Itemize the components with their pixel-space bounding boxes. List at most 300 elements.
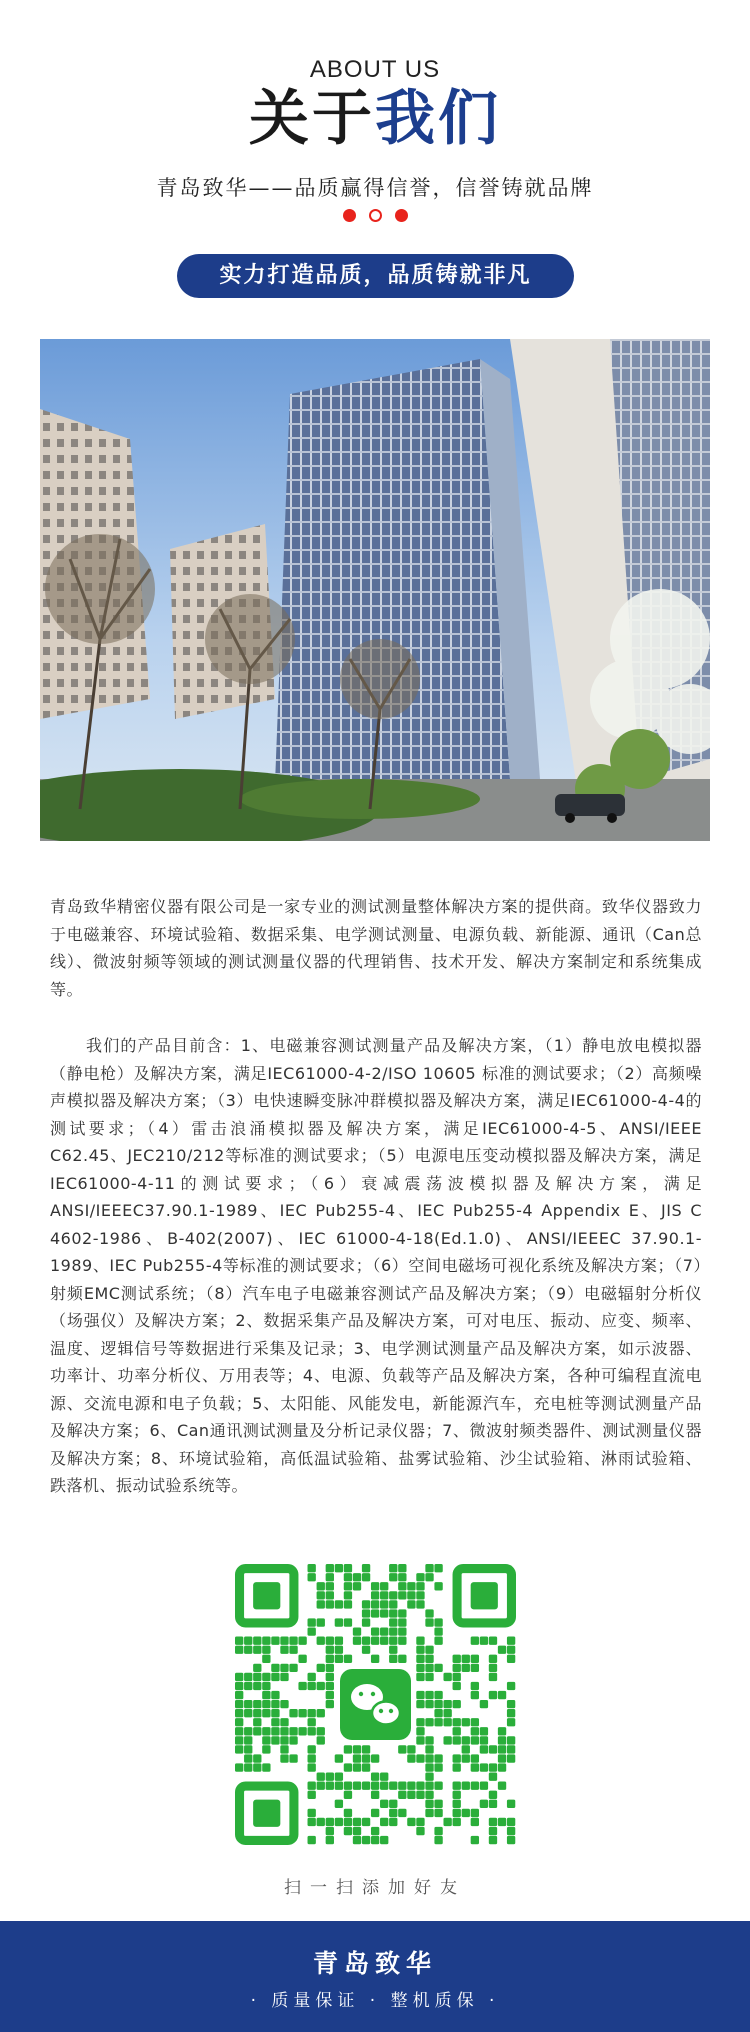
- qr-module: [308, 1836, 316, 1844]
- qr-module: [407, 1582, 415, 1590]
- qr-module: [253, 1709, 261, 1717]
- qr-module: [262, 1691, 270, 1699]
- qr-module: [389, 1618, 397, 1626]
- qr-module: [271, 1700, 279, 1708]
- qr-module: [326, 1827, 334, 1835]
- qr-module: [462, 1745, 470, 1753]
- qr-module: [389, 1809, 397, 1817]
- qr-module: [434, 1700, 442, 1708]
- qr-module: [425, 1573, 433, 1581]
- qr-module: [498, 1691, 506, 1699]
- page-title: [0, 86, 750, 152]
- qr-module: [298, 1655, 306, 1663]
- qr-module: [462, 1809, 470, 1817]
- qr-module: [443, 1736, 451, 1744]
- qr-module: [507, 1637, 515, 1645]
- qr-module: [398, 1791, 406, 1799]
- qr-module: [507, 1836, 515, 1844]
- qr-module: [344, 1573, 352, 1581]
- qr-module: [308, 1709, 316, 1717]
- qr-module: [489, 1664, 497, 1672]
- qr-module: [344, 1782, 352, 1790]
- qr-module: [471, 1664, 479, 1672]
- qr-module: [443, 1818, 451, 1826]
- qr-module: [262, 1637, 270, 1645]
- qr-module: [380, 1591, 388, 1599]
- qr-module: [389, 1818, 397, 1826]
- qr-module: [416, 1727, 424, 1735]
- qr-module: [507, 1827, 515, 1835]
- qr-module: [407, 1782, 415, 1790]
- qr-module: [398, 1809, 406, 1817]
- wechat-qr-code: [235, 1564, 516, 1845]
- qr-module: [317, 1591, 325, 1599]
- qr-module: [407, 1818, 415, 1826]
- qr-module: [353, 1782, 361, 1790]
- qr-module: [244, 1736, 252, 1744]
- qr-module: [244, 1727, 252, 1735]
- qr-module: [244, 1709, 252, 1717]
- qr-module: [480, 1800, 488, 1808]
- qr-module: [380, 1818, 388, 1826]
- qr-module: [425, 1618, 433, 1626]
- qr-module: [462, 1655, 470, 1663]
- qr-module: [308, 1754, 316, 1762]
- qr-module: [308, 1745, 316, 1753]
- qr-module: [453, 1800, 461, 1808]
- qr-finder-icon: [240, 1786, 294, 1840]
- qr-module: [353, 1573, 361, 1581]
- qr-module: [462, 1664, 470, 1672]
- qr-module: [425, 1782, 433, 1790]
- qr-module: [498, 1782, 506, 1790]
- qr-module: [271, 1673, 279, 1681]
- qr-module: [353, 1745, 361, 1753]
- qr-module: [289, 1637, 297, 1645]
- qr-module: [507, 1800, 515, 1808]
- qr-module: [344, 1564, 352, 1572]
- qr-module: [326, 1772, 334, 1780]
- footer-company-name: 青岛致华: [312, 1949, 437, 1978]
- qr-module: [353, 1637, 361, 1645]
- qr-module: [425, 1791, 433, 1799]
- footer-tagline: · 质量保证 · 整机质保 ·: [250, 1991, 500, 2011]
- qr-module: [371, 1600, 379, 1608]
- qr-module: [498, 1818, 506, 1826]
- qr-module: [453, 1682, 461, 1690]
- qr-module: [326, 1836, 334, 1844]
- qr-module: [308, 1627, 316, 1635]
- qr-module: [308, 1718, 316, 1726]
- qr-module: [262, 1745, 270, 1753]
- qr-module: [425, 1763, 433, 1771]
- qr-module: [398, 1745, 406, 1753]
- qr-module: [317, 1709, 325, 1717]
- section-banner: 实力打造品质，品质铸就非凡: [177, 254, 574, 298]
- qr-module: [326, 1646, 334, 1654]
- qr-module: [298, 1727, 306, 1735]
- qr-module: [425, 1800, 433, 1808]
- qr-module: [262, 1673, 270, 1681]
- qr-module: [271, 1736, 279, 1744]
- qr-module: [326, 1573, 334, 1581]
- qr-module: [244, 1754, 252, 1762]
- qr-module: [235, 1736, 243, 1744]
- qr-module: [362, 1745, 370, 1753]
- qr-module: [326, 1591, 334, 1599]
- qr-module: [280, 1718, 288, 1726]
- qr-module: [371, 1609, 379, 1617]
- qr-module: [344, 1600, 352, 1608]
- qr-module: [335, 1564, 343, 1572]
- qr-module: [443, 1709, 451, 1717]
- qr-module: [280, 1754, 288, 1762]
- qr-module: [471, 1763, 479, 1771]
- qr-module: [371, 1582, 379, 1590]
- qr-module: [489, 1772, 497, 1780]
- qr-module: [453, 1809, 461, 1817]
- qr-module: [317, 1727, 325, 1735]
- qr-module: [326, 1691, 334, 1699]
- qr-module: [262, 1655, 270, 1663]
- qr-module: [453, 1818, 461, 1826]
- qr-module: [507, 1754, 515, 1762]
- qr-module: [235, 1709, 243, 1717]
- qr-module: [453, 1736, 461, 1744]
- qr-module: [326, 1664, 334, 1672]
- qr-module: [389, 1782, 397, 1790]
- qr-module: [507, 1700, 515, 1708]
- qr-module: [289, 1646, 297, 1654]
- qr-module: [480, 1727, 488, 1735]
- qr-module: [317, 1582, 325, 1590]
- qr-module: [480, 1763, 488, 1771]
- qr-module: [371, 1772, 379, 1780]
- qr-module: [362, 1600, 370, 1608]
- qr-module: [380, 1800, 388, 1808]
- qr-module: [389, 1637, 397, 1645]
- qr-module: [335, 1818, 343, 1826]
- qr-module: [271, 1709, 279, 1717]
- qr-module: [489, 1637, 497, 1645]
- qr-module: [371, 1836, 379, 1844]
- qr-finder-icon: [240, 1569, 294, 1623]
- qr-module: [353, 1627, 361, 1635]
- qr-module: [344, 1655, 352, 1663]
- qr-module: [480, 1700, 488, 1708]
- qr-module: [380, 1836, 388, 1844]
- qr-module: [507, 1655, 515, 1663]
- office-building-photo: [40, 339, 710, 841]
- qr-module: [308, 1564, 316, 1572]
- qr-module: [344, 1591, 352, 1599]
- qr-module: [480, 1736, 488, 1744]
- qr-module: [443, 1673, 451, 1681]
- qr-module: [335, 1655, 343, 1663]
- qr-module: [362, 1646, 370, 1654]
- qr-module: [425, 1736, 433, 1744]
- qr-module: [425, 1564, 433, 1572]
- qr-module: [317, 1618, 325, 1626]
- dot-icon: [395, 209, 408, 222]
- qr-module: [425, 1609, 433, 1617]
- qr-module: [389, 1564, 397, 1572]
- qr-module: [416, 1646, 424, 1654]
- qr-module: [317, 1736, 325, 1744]
- qr-module: [353, 1827, 361, 1835]
- qr-module: [244, 1646, 252, 1654]
- qr-module: [416, 1600, 424, 1608]
- qr-module: [353, 1754, 361, 1762]
- qr-module: [498, 1763, 506, 1771]
- qr-module: [280, 1637, 288, 1645]
- qr-module: [498, 1646, 506, 1654]
- qr-module: [235, 1637, 243, 1645]
- qr-module: [280, 1727, 288, 1735]
- qr-module: [434, 1827, 442, 1835]
- qr-module: [416, 1827, 424, 1835]
- qr-module: [344, 1618, 352, 1626]
- qr-module: [371, 1827, 379, 1835]
- qr-module: [489, 1836, 497, 1844]
- qr-module: [434, 1691, 442, 1699]
- qr-module: [380, 1582, 388, 1590]
- qr-module: [425, 1718, 433, 1726]
- company-intro-paragraph: 青岛致华精密仪器有限公司是一家专业的测试测量整体解决方案的提供商。致华仪器致力于电磁兼容、环境试验箱、数据采集、电学测试测量、电源负载、新能源、通讯（Can总线）、微波射频等领域的测试测量仪器的代理销售、技术开发、解决方案制定和系统集成等。: [50, 897, 702, 999]
- qr-module: [371, 1782, 379, 1790]
- qr-module: [326, 1682, 334, 1690]
- qr-module: [389, 1609, 397, 1617]
- qr-module: [335, 1637, 343, 1645]
- qr-module: [253, 1727, 261, 1735]
- page-footer: [0, 1921, 750, 2032]
- qr-module: [362, 1818, 370, 1826]
- qr-module: [389, 1646, 397, 1654]
- qr-module: [489, 1763, 497, 1771]
- qr-module: [425, 1754, 433, 1762]
- qr-module: [326, 1673, 334, 1681]
- page-title-blue: 我们: [375, 84, 501, 154]
- qr-module: [326, 1655, 334, 1663]
- qr-module: [271, 1637, 279, 1645]
- qr-module: [425, 1691, 433, 1699]
- qr-module: [253, 1682, 261, 1690]
- qr-module: [289, 1727, 297, 1735]
- qr-module: [280, 1664, 288, 1672]
- qr-module: [407, 1791, 415, 1799]
- qr-module: [434, 1582, 442, 1590]
- qr-module: [317, 1818, 325, 1826]
- qr-module: [507, 1709, 515, 1717]
- qr-module: [453, 1673, 461, 1681]
- qr-module: [416, 1582, 424, 1590]
- qr-module: [344, 1745, 352, 1753]
- qr-module: [498, 1745, 506, 1753]
- qr-module: [425, 1745, 433, 1753]
- ring-dot-icon: [369, 209, 382, 222]
- qr-module: [453, 1791, 461, 1799]
- qr-module: [489, 1800, 497, 1808]
- qr-module: [262, 1763, 270, 1771]
- qr-module: [271, 1718, 279, 1726]
- qr-module: [398, 1627, 406, 1635]
- qr-module: [398, 1564, 406, 1572]
- qr-module: [389, 1600, 397, 1608]
- qr-module: [462, 1754, 470, 1762]
- qr-module: [253, 1646, 261, 1654]
- qr-module: [416, 1637, 424, 1645]
- company-slogan: 青岛致华——品质赢得信誉，信誉铸就品牌: [156, 176, 594, 200]
- qr-module: [416, 1818, 424, 1826]
- qr-module: [235, 1673, 243, 1681]
- qr-module: [471, 1691, 479, 1699]
- qr-module: [271, 1727, 279, 1735]
- qr-module: [416, 1673, 424, 1681]
- qr-module: [362, 1782, 370, 1790]
- qr-module: [235, 1763, 243, 1771]
- qr-module: [253, 1673, 261, 1681]
- qr-module: [498, 1736, 506, 1744]
- qr-module: [416, 1736, 424, 1744]
- qr-module: [398, 1782, 406, 1790]
- qr-finder-icon: [457, 1569, 511, 1623]
- qr-module: [434, 1637, 442, 1645]
- qr-module: [498, 1727, 506, 1735]
- qr-module: [308, 1727, 316, 1735]
- qr-module: [326, 1782, 334, 1790]
- qr-module: [434, 1618, 442, 1626]
- qr-module: [253, 1700, 261, 1708]
- qr-module: [235, 1745, 243, 1753]
- qr-module: [380, 1627, 388, 1635]
- dot-icon: [343, 209, 356, 222]
- qr-module: [380, 1637, 388, 1645]
- qr-module: [362, 1609, 370, 1617]
- qr-module: [280, 1736, 288, 1744]
- qr-caption: 扫一扫添加好友: [284, 1878, 466, 1898]
- qr-module: [289, 1736, 297, 1744]
- qr-module: [371, 1637, 379, 1645]
- qr-module: [489, 1691, 497, 1699]
- qr-module: [308, 1573, 316, 1581]
- qr-module: [317, 1782, 325, 1790]
- qr-module: [380, 1782, 388, 1790]
- qr-module: [244, 1682, 252, 1690]
- qr-module: [434, 1754, 442, 1762]
- qr-module: [253, 1718, 261, 1726]
- qr-module: [453, 1727, 461, 1735]
- qr-module: [416, 1754, 424, 1762]
- qr-module: [326, 1637, 334, 1645]
- qr-module: [507, 1646, 515, 1654]
- qr-module: [317, 1637, 325, 1645]
- qr-module: [425, 1772, 433, 1780]
- qr-module: [371, 1655, 379, 1663]
- qr-module: [407, 1600, 415, 1608]
- qr-module: [416, 1573, 424, 1581]
- qr-code-image: [235, 1564, 516, 1845]
- qr-module: [398, 1582, 406, 1590]
- qr-module: [443, 1700, 451, 1708]
- qr-module: [371, 1809, 379, 1817]
- qr-module: [271, 1664, 279, 1672]
- qr-module: [380, 1772, 388, 1780]
- qr-module: [298, 1709, 306, 1717]
- qr-module: [344, 1818, 352, 1826]
- qr-module: [471, 1736, 479, 1744]
- qr-module: [471, 1818, 479, 1826]
- qr-module: [480, 1637, 488, 1645]
- qr-module: [235, 1727, 243, 1735]
- qr-module: [289, 1664, 297, 1672]
- qr-module: [398, 1618, 406, 1626]
- qr-module: [308, 1763, 316, 1771]
- qr-module: [453, 1655, 461, 1663]
- qr-module: [416, 1700, 424, 1708]
- qr-module: [389, 1800, 397, 1808]
- wechat-icon: [340, 1669, 411, 1740]
- qr-module: [453, 1664, 461, 1672]
- qr-module: [471, 1782, 479, 1790]
- qr-module: [262, 1709, 270, 1717]
- qr-module: [308, 1818, 316, 1826]
- qr-module: [453, 1718, 461, 1726]
- qr-module: [425, 1809, 433, 1817]
- qr-module: [434, 1763, 442, 1771]
- qr-module: [371, 1754, 379, 1762]
- qr-module: [416, 1782, 424, 1790]
- qr-module: [308, 1782, 316, 1790]
- qr-module: [434, 1836, 442, 1844]
- qr-module: [471, 1754, 479, 1762]
- qr-module: [262, 1727, 270, 1735]
- qr-module: [262, 1682, 270, 1690]
- qr-module: [453, 1754, 461, 1762]
- qr-module: [407, 1591, 415, 1599]
- qr-module: [471, 1809, 479, 1817]
- qr-module: [489, 1673, 497, 1681]
- qr-module: [308, 1682, 316, 1690]
- qr-module: [335, 1800, 343, 1808]
- qr-module: [344, 1809, 352, 1817]
- qr-module: [344, 1827, 352, 1835]
- qr-module: [244, 1700, 252, 1708]
- qr-module: [353, 1582, 361, 1590]
- qr-module: [416, 1718, 424, 1726]
- qr-module: [462, 1782, 470, 1790]
- qr-module: [362, 1564, 370, 1572]
- qr-module: [389, 1627, 397, 1635]
- qr-module: [362, 1836, 370, 1844]
- qr-module: [398, 1655, 406, 1663]
- qr-module: [235, 1691, 243, 1699]
- qr-module: [489, 1745, 497, 1753]
- qr-module: [480, 1745, 488, 1753]
- qr-module: [362, 1637, 370, 1645]
- qr-module: [344, 1791, 352, 1799]
- qr-module: [425, 1700, 433, 1708]
- qr-module: [235, 1646, 243, 1654]
- qr-module: [326, 1818, 334, 1826]
- qr-module: [489, 1791, 497, 1799]
- qr-module: [453, 1700, 461, 1708]
- qr-module: [462, 1736, 470, 1744]
- qr-module: [416, 1664, 424, 1672]
- qr-module: [462, 1718, 470, 1726]
- qr-module: [253, 1664, 261, 1672]
- qr-module: [280, 1700, 288, 1708]
- qr-module: [308, 1618, 316, 1626]
